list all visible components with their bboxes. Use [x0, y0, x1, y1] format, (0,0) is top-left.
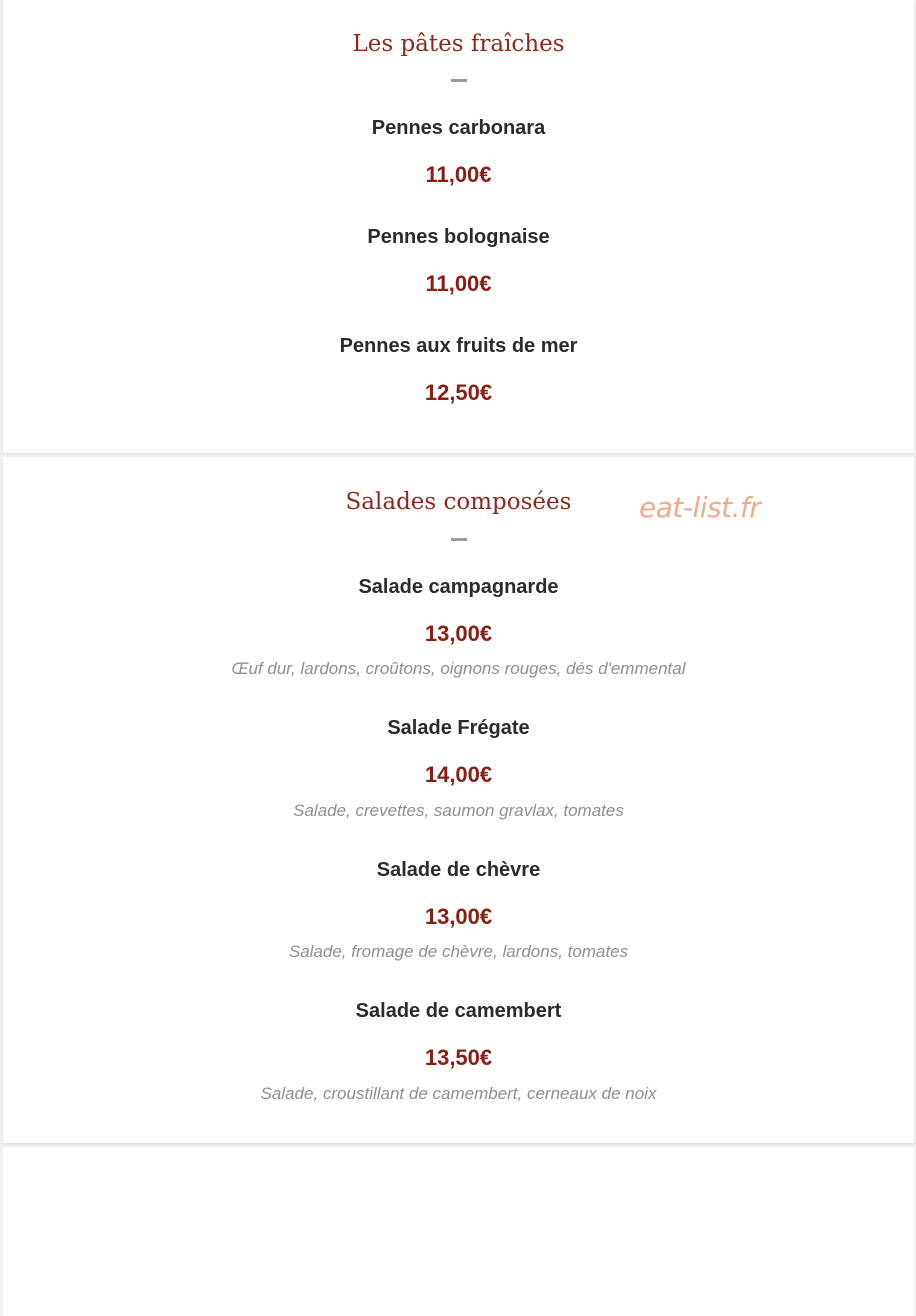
dish-price: 13,00€ — [424, 621, 493, 646]
dish-name: Pennes carbonara — [371, 117, 546, 139]
section-divider — [451, 538, 467, 541]
dish-description: Œuf dur, lardons, croûtons, oignons rouges, dés d'emmental — [231, 659, 686, 678]
dish-name: Salade campagnarde — [358, 576, 559, 598]
watermark-text: eat-list.fr — [639, 491, 761, 524]
dish-name: Salade de camembert — [355, 1000, 562, 1022]
dish-price: 13,00€ — [424, 904, 493, 929]
section-title: Salades composées — [345, 489, 572, 515]
dish-description: Salade, fromage de chèvre, lardons, tomates — [288, 942, 629, 961]
dish-description: Salade, croustillant de camembert, cerneaux de noix — [260, 1084, 657, 1103]
dish-price: 13,50€ — [424, 1045, 493, 1070]
dish-name: Salade Frégate — [387, 717, 530, 739]
dish-price: 11,00€ — [425, 271, 492, 296]
menu-section-salades — [3, 457, 914, 1143]
dish-price: 11,00€ — [425, 162, 492, 187]
section-divider — [451, 79, 467, 82]
dish-name: Pennes aux fruits de mer — [339, 335, 578, 357]
dish-price: 14,00€ — [424, 762, 493, 787]
section-title: Les pâtes fraîches — [352, 31, 565, 57]
dish-name: Pennes bolognaise — [367, 226, 550, 248]
dish-price: 12,50€ — [424, 380, 493, 405]
menu-section-pates — [3, 0, 914, 453]
menu-section-next — [3, 1147, 914, 1316]
dish-name: Salade de chèvre — [376, 859, 541, 881]
dish-description: Salade, crevettes, saumon gravlax, tomates — [293, 801, 624, 820]
